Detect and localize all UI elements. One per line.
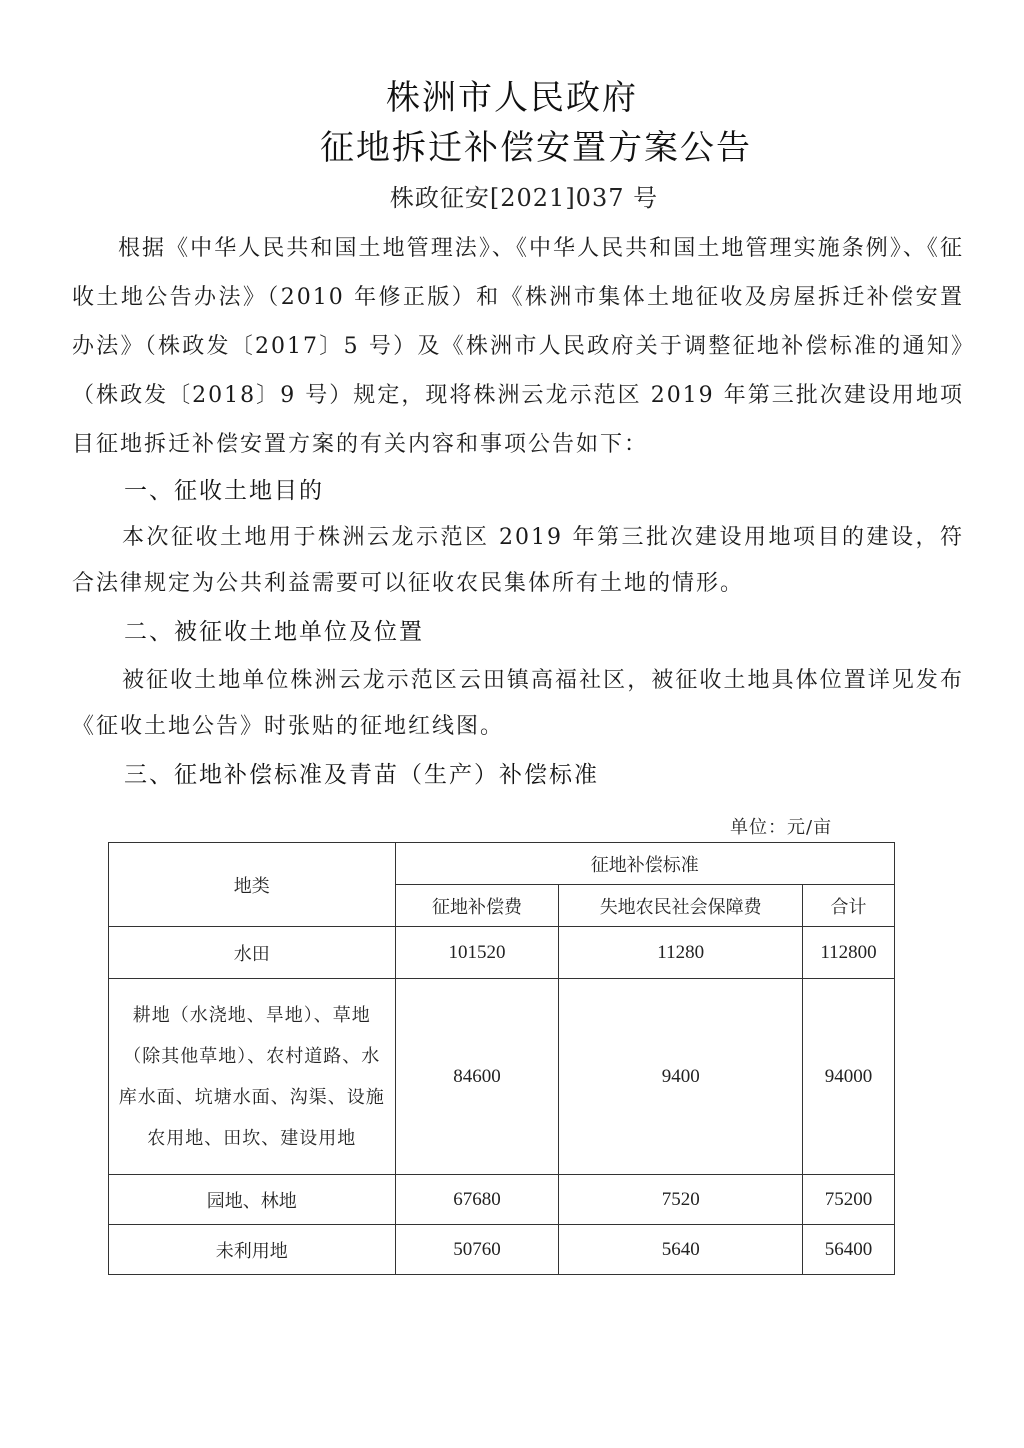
section-heading-purpose: 一、征收土地目的 [124, 478, 324, 504]
section-body-purpose: 本次征收土地用于株洲云龙示范区 2019 年第三批次建设用地项目的建设，符合法律规定为公共利益需要可以征收农民集体所有土地的情形。 [72, 525, 964, 596]
total-cell: 94000 [803, 979, 895, 1175]
total-cell: 56400 [803, 1225, 895, 1275]
document-number: 株政征安[2021]037 号 [389, 184, 659, 212]
header-land-compensation-fee: 征地补偿费 [395, 885, 559, 927]
compensation-fee-cell: 67680 [395, 1175, 559, 1225]
table-row [109, 927, 895, 979]
compensation-fee-cell: 84600 [395, 979, 559, 1175]
social-security-cell: 11280 [559, 927, 803, 979]
total-cell: 112800 [803, 927, 895, 979]
land-type-cell: 园地、林地 [109, 1175, 396, 1225]
header-total: 合计 [803, 885, 895, 927]
land-type-cell: 未利用地 [109, 1225, 396, 1275]
notice-issuer-title: 株洲市人民政府 [386, 78, 638, 118]
social-security-cell: 5640 [559, 1225, 803, 1275]
land-type-cell: 耕地（水浇地、旱地）、草地（除其他草地）、农村道路、水库水面、坑塘水面、沟渠、设施农用地、田坎、建设用地 [109, 979, 396, 1175]
compensation-table [108, 842, 895, 1275]
header-compensation-standard: 征地补偿标准 [395, 843, 894, 885]
table-unit-label: 单位：元/亩 [730, 817, 833, 838]
notice-title: 征地拆迁补偿安置方案公告 [320, 128, 752, 168]
social-security-cell: 7520 [559, 1175, 803, 1225]
table-row [109, 1175, 895, 1225]
total-cell: 75200 [803, 1175, 895, 1225]
section-heading-compensation: 三、征地补偿标准及青苗（生产）补偿标准 [124, 762, 599, 788]
compensation-fee-cell: 50760 [395, 1225, 559, 1275]
header-land-type: 地类 [109, 843, 396, 927]
intro-paragraph: 根据《中华人民共和国土地管理法》、《中华人民共和国土地管理实施条例》、《征收土地公告办法》（2010 年修正版）和《株洲市集体土地征收及房屋拆迁补偿安置办法》（株政发〔2017〕5 号）及《株洲市人民政府关于调整征地补偿标准的通知》（株政发〔2018〕9 号）规定，现将株洲云龙示范区 2019 年第三批次建设用地项目征地拆迁补偿安置方案的有关内容和事项公告如下： [72, 236, 964, 457]
land-type-cell: 水田 [109, 927, 396, 979]
table-row [109, 979, 895, 1175]
section-body-location: 被征收土地单位株洲云龙示范区云田镇高福社区，被征收土地具体位置详见发布《征收土地公告》时张贴的征地红线图。 [72, 668, 964, 739]
social-security-cell: 9400 [559, 979, 803, 1175]
section-heading-location: 二、被征收土地单位及位置 [124, 619, 424, 645]
table-header-row [109, 843, 895, 885]
header-social-security-fee: 失地农民社会保障费 [559, 885, 803, 927]
table-row [109, 1225, 895, 1275]
compensation-fee-cell: 101520 [395, 927, 559, 979]
